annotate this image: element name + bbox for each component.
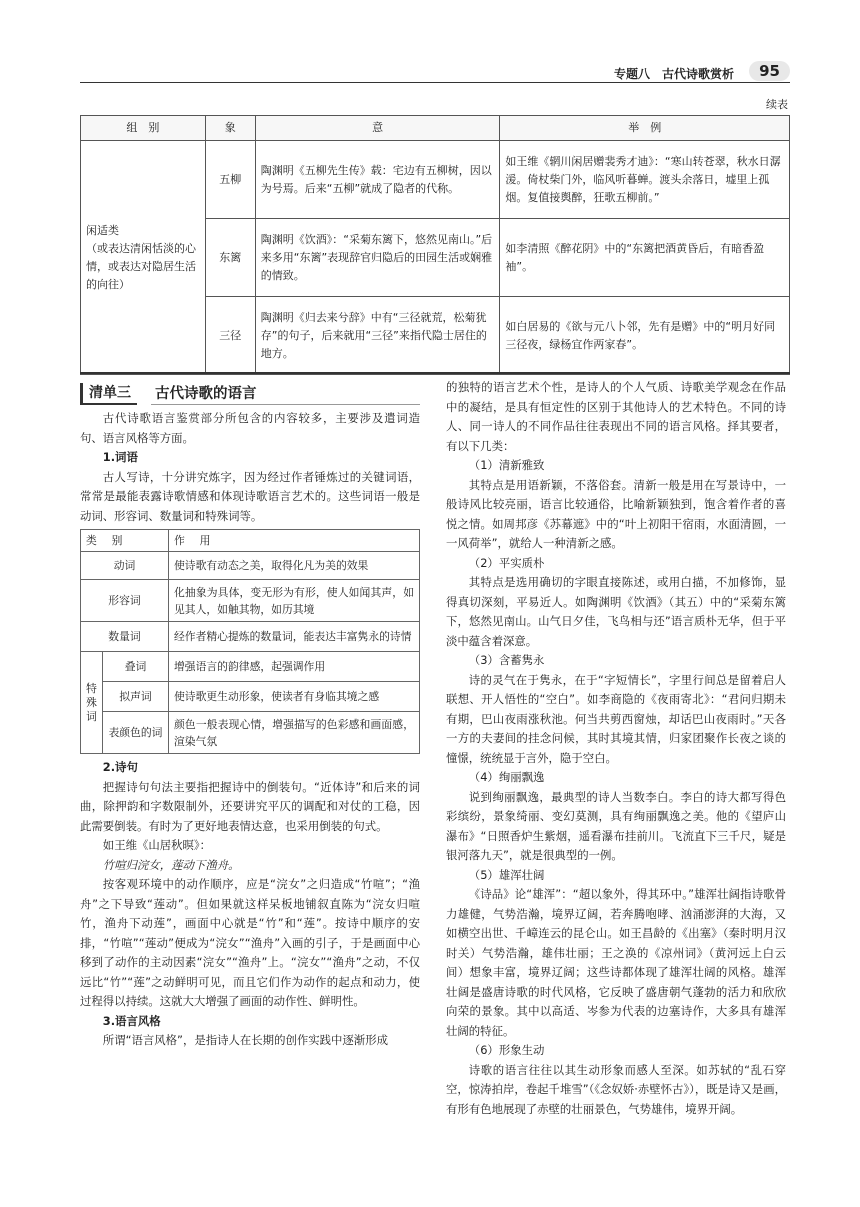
category-cell: 表颜色的词: [103, 712, 169, 754]
category-cell: 形容词: [81, 580, 169, 622]
right-column: [446, 378, 786, 1119]
image-cell: 三径: [205, 297, 255, 375]
image-cell: 东篱: [205, 219, 255, 297]
table-row: [81, 622, 420, 652]
category-cell: 叠词: [103, 652, 169, 682]
effect-cell: 化抽象为具体，变无形为有形，使人如闻其声，如见其人，如触其物，如历其境: [169, 580, 420, 622]
example-cell: 如王维《辋川闲居赠裴秀才迪》：“寒山转苍翠，秋水日潺湲。倚杖柴门外，临风听暮蝉。渡头余落日，墟里上孤烟。复值接舆醉，狂歌五柳前。”: [500, 141, 790, 219]
effect-cell: 增强语言的韵律感，起强调作用: [169, 652, 420, 682]
style-text-5: 《诗品》论“雄浑”：“超以象外，得其环中。”雄浑壮阔指诗歌骨力雄健，气势浩瀚，境界辽阔，若奔腾咆哮、汹涌澎湃的大海，又如横空出世、千嶂连云的昆仑山。如王昌龄的《出塞》（秦时明月汉时关）气势浩瀚，雄伟壮丽；王之涣的《凉州词》（黄河远上白云间）想象丰富，境界辽阔；这些诗都体现了雄浑壮阔的风格。雄浑壮阔是盛唐诗歌的时代风格，它反映了盛唐朝气蓬勃的活力和欣欣向荣的景象。其中以高适、岑参为代表的边塞诗作，大多具有雄浑壮阔的特征。: [446, 887, 786, 1038]
imagery-table: [80, 115, 790, 375]
divider: [80, 372, 790, 374]
left-column: [80, 383, 420, 1051]
word-type-table: [80, 529, 420, 754]
section-heading: [80, 383, 420, 405]
style-text-1: 其特点是用语新颖，不落俗套。清新一般是用在写景诗中，一般诗风比较亮丽，语言比较通俗，比喻新颖独到，饱含着作者的喜悦之情。如周邦彦《苏幕遮》中的“叶上初阳干宿雨，水面清圆，一一风荷举”，就给人一种清新之感。: [446, 477, 786, 550]
style-text-3: 诗的灵气在于隽永，在于“字短情长”，字里行间总是留着启人联想、开人悟性的“空白”。如李商隐的《夜雨寄北》：“君问归期未有期，巴山夜雨涨秋池。何当共剪西窗烛，却话巴山夜雨时。”天各一方的夫妻间的挂念问候，其时其境其情，归家团聚作长夜之谈的憧憬，统统显于言外，隐于空白。: [446, 672, 786, 765]
category-cell: 动词: [81, 552, 169, 580]
style-heading-2: （2）平实质朴: [468, 555, 545, 570]
chapter-title: 专题八 古代诗歌赏析: [613, 67, 734, 81]
table-row: [81, 141, 790, 219]
header-category: 类 别: [81, 530, 169, 552]
continued-label: 续表: [766, 98, 788, 111]
effect-cell: 经作者精心提炼的数量词，能表达丰富隽永的诗情: [169, 622, 420, 652]
effect-cell: 使诗歌更生动形象，使读者有身临其境之感: [169, 682, 420, 712]
special-words-label: 特殊词: [81, 652, 103, 754]
style-text-6: 诗歌的语言往往以其生动形象而感人至深。如苏轼的“乱石穿空，惊涛拍岸，卷起千堆雪”（《念奴娇·赤壁怀古》），既是诗又是画，有形有色地展现了赤壁的壮丽景色，气势雄伟，境界开阔。: [446, 1062, 786, 1116]
header-effect: 作 用: [169, 530, 420, 552]
image-cell: 五柳: [205, 141, 255, 219]
heading-style: 3.语言风格: [102, 1013, 161, 1028]
header-meaning: 意: [255, 116, 500, 141]
group-cell: 闲适类 （或表达清闲恬淡的心情，或表达对隐居生活的向往）: [81, 141, 206, 375]
analysis-paragraph: 按客观环境中的动作顺序，应是“浣女”之归造成“竹喧”；“渔舟”之下导致“莲动”。但如果就这样呆板地铺叙直陈为“浣女归喧竹，渔舟下动莲”，画面中心就是“竹”和“莲”。按诗中顺序的安排，“竹喧”“莲动”便成为“浣女”“渔舟”入画的引子，于是画面中心移到了动作的主动因素“浣女”“渔舟”上。“浣女”“渔舟”之动，不仅远比“竹”“莲”之动鲜明可见，而且它们作为动作的起点和动力，使过程得以持续。这就大大增强了画面的动作性、鲜明性。: [80, 877, 420, 1008]
table-header-row: [81, 530, 420, 552]
intro-paragraph: 古代诗歌语言鉴赏部分所包含的内容较多，主要涉及遣词造句、语言风格等方面。: [80, 411, 420, 445]
section-title: 古代诗歌的语言: [151, 384, 420, 405]
style-heading-4: （4）绚丽飘逸: [468, 770, 545, 784]
category-cell: 数量词: [81, 622, 169, 652]
meaning-cell: 陶渊明《归去来兮辞》中有“三径就荒，松菊犹存”的句子，后来就用“三径”来指代隐士居住的地方。: [255, 297, 500, 375]
words-paragraph: 古人写诗，十分讲究炼字，因为经过作者锤炼过的关键词语，常常是最能表露诗歌情感和体现诗歌语言艺术的。这些词语一般是动词、形容词、数量词和特殊词等。: [80, 469, 420, 523]
style-text-4: 说到绚丽飘逸，最典型的诗人当数李白。李白的诗大都写得色彩缤纷，景象绮丽、变幻莫测，具有绚丽飘逸之美。他的《望庐山瀑布》“日照香炉生紫烟，遥看瀑布挂前川。飞流直下三千尺，疑是银河落九天”，就是很典型的一例。: [446, 789, 786, 862]
category-cell: 拟声词: [103, 682, 169, 712]
poem-line: 竹喧归浣女，莲动下渔舟。: [102, 857, 240, 872]
effect-cell: 颜色一般表现心情，增强描写的色彩感和画面感，渲染气氛: [169, 712, 420, 754]
style-heading-1: （1）清新雅致: [468, 458, 545, 472]
header-group: 组 别: [81, 116, 206, 141]
heading-words: 1.词语: [102, 450, 138, 464]
style-heading-6: （6）形象生动: [468, 1043, 545, 1057]
style-paragraph: 所谓“语言风格”，是指诗人在长期的创作实践中逐渐形成: [102, 1033, 388, 1047]
table-row: [81, 580, 420, 622]
style-heading-5: （5）雄浑壮阔: [468, 867, 545, 882]
effect-cell: 使诗歌有动态之美，取得化凡为美的效果: [169, 552, 420, 580]
header-example: 举 例: [500, 116, 790, 141]
table-row: [81, 712, 420, 754]
meaning-cell: 陶渊明《饮酒》：“采菊东篱下，悠然见南山。”后来多用“东篱”表现辞官归隐后的田园生活或娴雅的情致。: [255, 219, 500, 297]
style-heading-3: （3）含蓄隽永: [468, 653, 545, 667]
table-row: [81, 682, 420, 712]
example-cell: 如李清照《醉花阴》中的“东篱把酒黄昏后，有暗香盈袖”。: [500, 219, 790, 297]
style-continued: 的独特的语言艺术个性，是诗人的个人气质、诗歌美学观念在作品中的凝结，是具有恒定性的区别于其他诗人的艺术特色。不同的诗人、同一诗人的不同作品往往表现出不同的语言风格。择其要者，有以下几类：: [446, 380, 786, 453]
example-intro: 如王维《山居秋暝》：: [102, 838, 212, 852]
table-row: [81, 652, 420, 682]
page-header: [80, 62, 790, 83]
page-number: 95: [749, 61, 790, 81]
heading-sentences: 2.诗句: [102, 760, 138, 774]
header-image: 象: [205, 116, 255, 141]
meaning-cell: 陶渊明《五柳先生传》载：宅边有五柳树，因以为号焉。后来“五柳”就成了隐者的代称。: [255, 141, 500, 219]
example-cell: 如白居易的《欲与元八卜邻，先有是赠》中的“明月好同三径夜，绿杨宜作两家春”。: [500, 297, 790, 375]
style-text-2: 其特点是选用确切的字眼直接陈述，或用白描，不加修饰，显得真切深刻，平易近人。如陶渊明《饮酒》（其五）中的“采菊东篱下，悠然见南山。山气日夕佳，飞鸟相与还”语言质朴无华，但于平淡中蕴含着深意。: [446, 575, 786, 648]
section-tag: 清单三: [80, 383, 137, 405]
table-row: [81, 552, 420, 580]
sentences-paragraph: 把握诗句句法主要指把握诗中的倒装句。“近体诗”和后来的词曲，除押韵和字数限制外，还要讲究平仄的调配和对仗的工稳，因此需要倒装。有时为了更好地表情达意，也采用倒装的句式。: [80, 779, 420, 833]
table-header-row: [81, 116, 790, 141]
